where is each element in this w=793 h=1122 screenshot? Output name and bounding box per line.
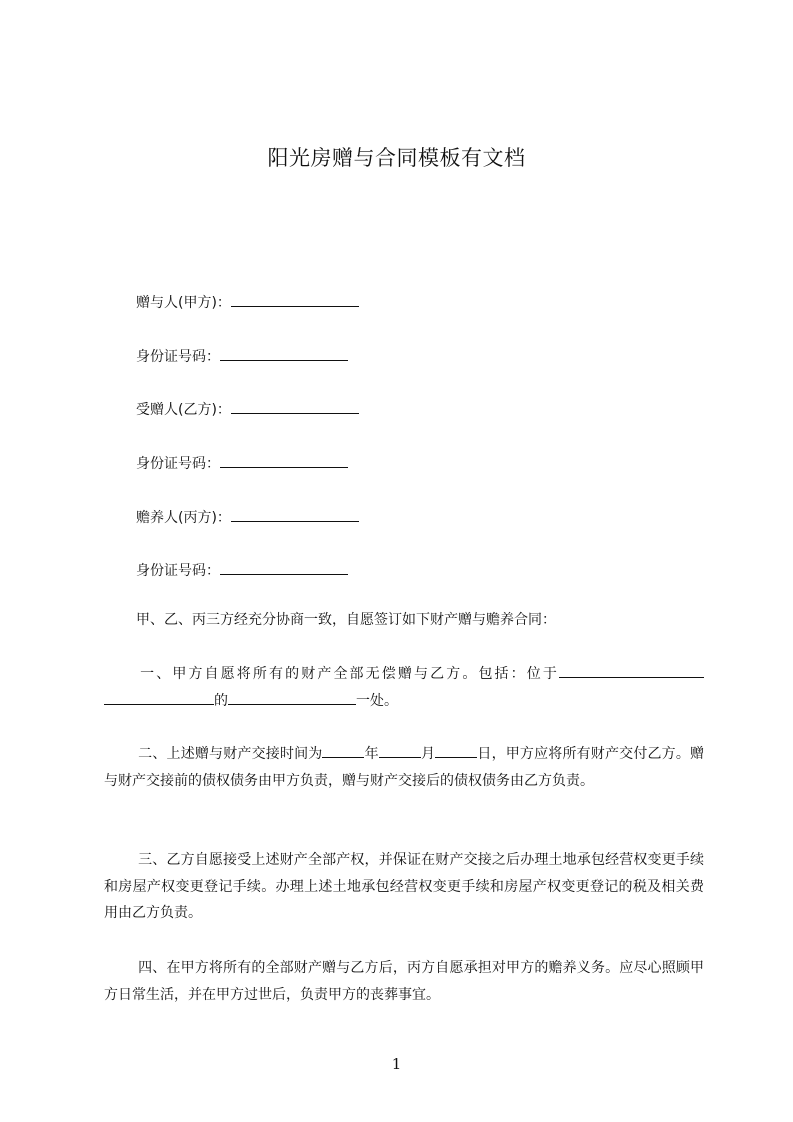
intro-paragraph: 甲、乙、丙三方经充分协商一致，自愿签订如下财产赠与赡养合同： <box>136 612 556 628</box>
donor-id-label: 身份证号码： <box>136 349 220 365</box>
supporter-id-blank[interactable] <box>220 560 348 575</box>
clause-2-text-a: 二、上述赠与财产交接时间为 <box>138 746 323 762</box>
donee-blank[interactable] <box>231 399 359 414</box>
donee-id-field <box>136 453 348 474</box>
location-blank-3[interactable] <box>228 690 356 705</box>
document-title: 阳光房赠与合同模板有文档 <box>267 146 526 170</box>
month-label: 月 <box>420 746 436 762</box>
clause-4-text: 四、在甲方将所有的全部财产赠与乙方后，丙方自愿承担对甲方的赡养义务。应尽心照顾甲方日常生活，并在甲方过世后，负责甲方的丧葬事宜。 <box>104 960 704 1003</box>
day-label: 日 <box>477 746 492 762</box>
clause-1-text-b: 的 <box>214 692 228 709</box>
donee-label: 受赠人(乙方)： <box>136 402 231 418</box>
location-blank-2[interactable] <box>104 690 214 705</box>
donee-id-label: 身份证号码： <box>136 456 220 472</box>
supporter-label: 赡养人(丙方)： <box>136 510 231 526</box>
year-label: 年 <box>364 746 379 762</box>
donor-field <box>136 292 359 313</box>
donee-id-blank[interactable] <box>220 453 348 468</box>
donor-id-field <box>136 346 348 367</box>
clause-3 <box>104 847 704 927</box>
donor-id-blank[interactable] <box>220 346 348 361</box>
donor-label: 赠与人(甲方)： <box>136 295 231 311</box>
clause-4 <box>104 955 704 1008</box>
supporter-field <box>136 507 359 528</box>
supporter-id-label: 身份证号码： <box>136 563 220 579</box>
donee-field <box>136 399 359 420</box>
clause-1 <box>104 661 704 714</box>
clause-1-text-a: 一、甲方自愿将所有的财产全部无偿赠与乙方。包括：位于 <box>138 666 559 682</box>
page-number: 1 <box>391 1055 402 1073</box>
clause-1-text-c: 一处。 <box>356 692 398 709</box>
clause-2 <box>104 741 704 794</box>
year-blank[interactable] <box>322 743 364 758</box>
location-blank-1[interactable] <box>559 663 704 678</box>
supporter-blank[interactable] <box>231 507 359 522</box>
month-blank[interactable] <box>379 743 421 758</box>
clause-2-text-b: ，甲方应将所有财产交付乙方。赠与财产交接前的债权债务由甲方负责，赠与财产交接后的债权债务由乙方负责。 <box>104 746 705 789</box>
donor-blank[interactable] <box>231 292 359 307</box>
day-blank[interactable] <box>435 743 477 758</box>
clause-3-text: 三、乙方自愿接受上述财产全部产权，并保证在财产交接之后办理土地承包经营权变更手续和房屋产权变更登记手续。办理上述土地承包经营权变更手续和房屋产权变更登记的税及相关费用由乙方负责。 <box>104 852 704 921</box>
supporter-id-field <box>136 560 348 581</box>
